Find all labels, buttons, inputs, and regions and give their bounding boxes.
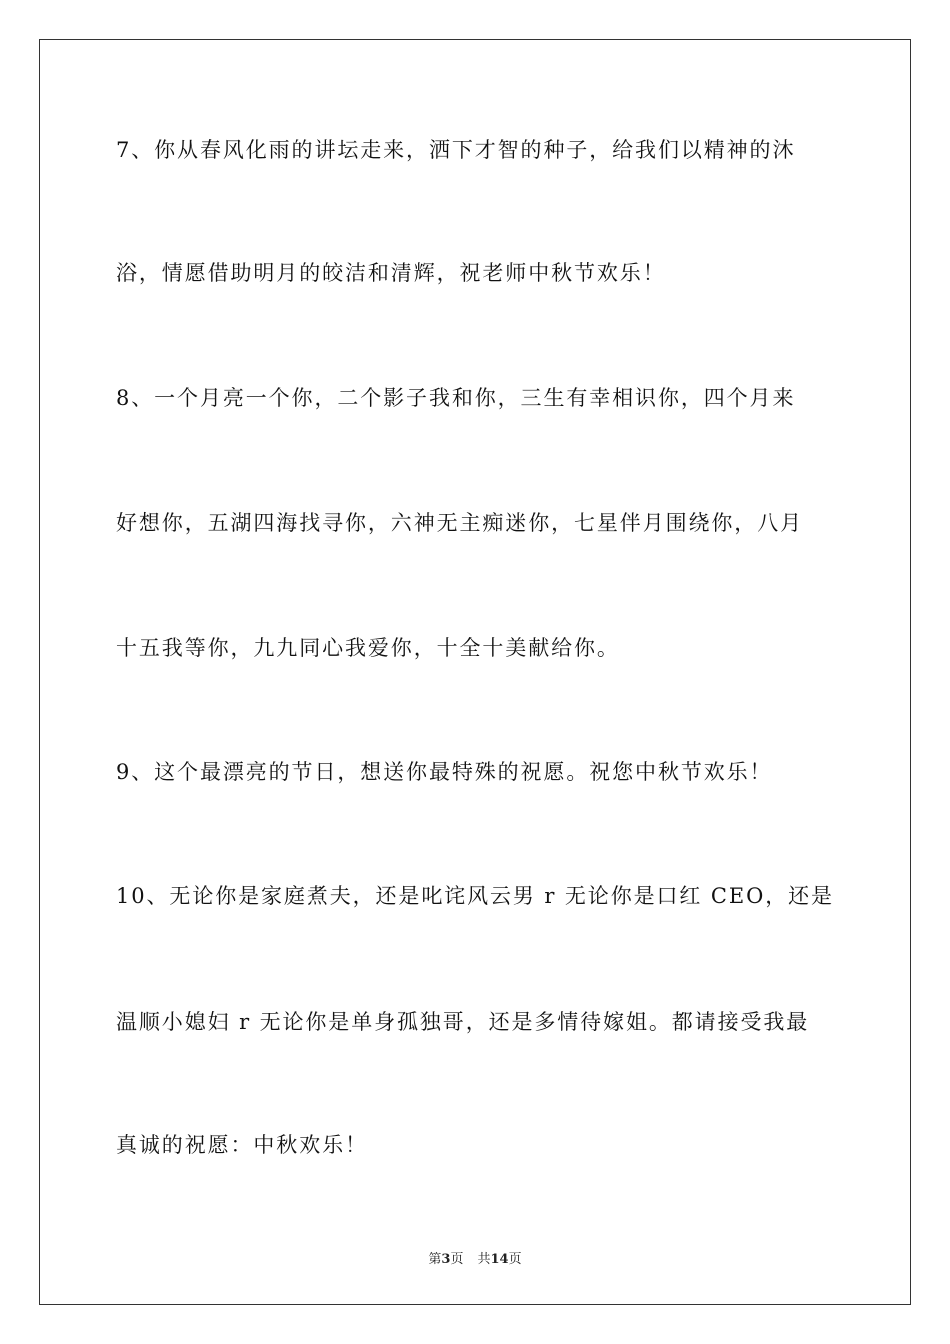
paragraph-7-line-2: 浴，情愿借助明月的皎洁和清辉，祝老师中秋节欢乐！ <box>116 261 666 285</box>
page-suffix: 页 <box>450 1252 464 1267</box>
paragraph-8-line-2: 好想你，五湖四海找寻你，六神无主痴迷你，七星伴月围绕你，八月 <box>116 511 803 535</box>
page-border <box>39 39 911 1305</box>
total-suffix: 页 <box>508 1252 522 1267</box>
page-footer <box>0 1248 950 1267</box>
page-prefix: 第 <box>428 1252 442 1267</box>
paragraph-10-line-2: 温顺小媳妇 r 无论你是单身孤独哥，还是多情待嫁姐。都请接受我最 <box>116 1010 810 1034</box>
paragraph-9-line-1: 9、这个最漂亮的节日，想送你最特殊的祝愿。祝您中秋节欢乐！ <box>116 760 773 784</box>
paragraph-7-line-1: 7、你从春风化雨的讲坛走来，洒下才智的种子，给我们以精神的沐 <box>116 138 796 162</box>
paragraph-10-line-3: 真诚的祝愿：中秋欢乐！ <box>116 1133 368 1157</box>
page-number: 3 <box>441 1252 451 1267</box>
paragraph-8-line-1: 8、一个月亮一个你，二个影子我和你，三生有幸相识你，四个月来 <box>116 386 796 410</box>
paragraph-10-line-1: 10、无论你是家庭煮夫，还是叱诧风云男 r 无论你是口红 CEO，还是 <box>116 884 834 908</box>
total-pages: 14 <box>490 1252 509 1267</box>
paragraph-8-line-3: 十五我等你，九九同心我爱你，十全十美献给你。 <box>116 636 620 660</box>
total-prefix: 共 <box>477 1252 491 1267</box>
